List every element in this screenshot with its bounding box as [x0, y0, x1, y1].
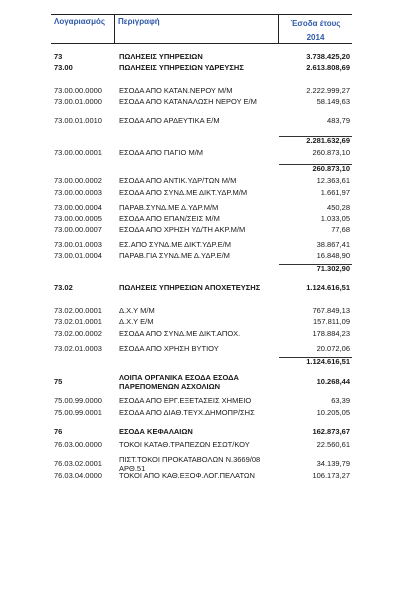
revenue-amount: 2.281.632,69 [279, 136, 352, 146]
revenue-amount: 10.268,44 [316, 377, 350, 387]
account-code: 75.00.99.0001 [54, 408, 102, 417]
account-code: 73.02.01.0001 [54, 317, 102, 326]
account-description: ΕΣΟΔΑ ΑΠΟ ΔΙΑΘ.ΤΕΥΧ.ΔΗΜΟΠΡ/ΣΗΣ [119, 408, 255, 417]
header-amount [279, 15, 352, 43]
account-code: 75.00.99.0000 [54, 396, 102, 405]
account-description: ΕΣΟΔΑ ΑΠΟ ΣΥΝΔ.ΜΕ ΔΙΚΤ.ΑΠΟΧ. [119, 329, 241, 338]
account-description: ΕΣΟΔΑ ΑΠΟ ΑΝΤΙΚ.ΥΔΡ/ΤΩΝ Μ/Μ [119, 176, 237, 185]
account-description: Δ.Χ.Υ Μ/Μ [119, 306, 155, 315]
account-code: 73.00.01.0000 [54, 97, 102, 106]
revenue-amount: 260.873,10 [312, 148, 350, 157]
revenue-amount: 71.302,90 [279, 264, 352, 274]
account-code: 73 [54, 52, 63, 61]
account-code: 73.00.00.0004 [54, 203, 102, 212]
table-row [51, 374, 352, 391]
account-code: 73.00.00.0007 [54, 225, 102, 234]
account-description: ΕΣΟΔΑ ΑΠΟ ΑΡΔΕΥΤΙΚΑ Ε/Μ [119, 116, 220, 125]
revenue-amount: 22.560,61 [316, 440, 350, 449]
revenue-amount: 157.811,09 [313, 317, 350, 326]
table-row [51, 472, 352, 481]
account-description: ΛΟΙΠΑ ΟΡΓΑΝΙΚΑ ΕΣΟΔΑ ΕΣΟΔΑ ΠΑΡΕΠΟΜΕΝΩΝ ΑΣΧΟΛΙΩΝ [119, 373, 239, 391]
table-header [51, 14, 352, 44]
header-amount-line2: 2014 [306, 33, 325, 42]
table-row [51, 307, 352, 316]
account-code: 73.02.01.0003 [54, 344, 102, 353]
table-row [51, 284, 352, 293]
account-code: 73.00 [54, 63, 73, 72]
table-row [51, 64, 352, 73]
account-code: 73.02.00.0001 [54, 306, 102, 315]
subtotal-row [51, 136, 352, 146]
revenue-amount: 1.033,05 [320, 214, 350, 223]
account-description: Δ.Χ.Υ Ε/Μ [119, 317, 154, 326]
revenue-amount: 3.738.425,20 [306, 52, 350, 61]
account-description: ΕΣΟΔΑ ΑΠΟ ΚΑΤΑΝΑΛΩΣΗ ΝΕΡΟΥ Ε/Μ [119, 97, 257, 106]
revenue-amount: 1.124.616,51 [279, 357, 352, 367]
account-code: 76.03.02.0001 [54, 459, 102, 469]
revenue-amount: 20.072,06 [316, 344, 350, 353]
header-description: Περιγραφή [115, 15, 279, 43]
account-description: ΠΩΛΗΣΕΙΣ ΥΠΗΡΕΣΙΩΝ ΑΠΟΧΕΤΕΥΣΗΣ [119, 283, 261, 292]
table-row [51, 117, 352, 126]
revenue-amount: 34.139,79 [316, 459, 350, 469]
account-code: 73.00.01.0010 [54, 116, 102, 125]
account-code: 73.02.00.0002 [54, 329, 102, 338]
account-code: 73.00.00.0005 [54, 214, 102, 223]
account-description: ΕΣΟΔΑ ΑΠΟ ΠΑΓΙΟ Μ/Μ [119, 148, 204, 157]
revenue-amount: 58.149,63 [316, 97, 350, 106]
account-description: ΕΣ.ΑΠΟ ΣΥΝΔ.ΜΕ ΔΙΚΤ.ΥΔΡ.Ε/Μ [119, 240, 231, 249]
revenue-amount: 162.873,67 [312, 427, 350, 436]
revenue-table [51, 14, 352, 480]
table-row [51, 87, 352, 96]
account-code: 73.00.00.0003 [54, 188, 102, 197]
table-row [51, 241, 352, 250]
table-row [51, 330, 352, 339]
table-row [51, 226, 352, 235]
revenue-amount: 450,28 [327, 203, 350, 212]
account-code: 73.00.00.0000 [54, 86, 102, 95]
revenue-amount: 767.849,13 [312, 306, 350, 315]
revenue-amount: 10.205,05 [316, 408, 350, 417]
table-row [51, 98, 352, 107]
account-description: ΕΣΟΔΑ ΑΠΟ ΕΠΑΝ/ΣΕΙΣ Μ/Μ [119, 214, 220, 223]
revenue-amount: 483,79 [327, 116, 350, 125]
subtotal-row [51, 164, 352, 174]
revenue-amount: 1.661,97 [320, 188, 350, 197]
account-code: 73.00.00.0002 [54, 176, 102, 185]
account-code: 73.00.01.0003 [54, 240, 102, 249]
subtotal-row [51, 264, 352, 274]
account-code: 73.00.00.0001 [54, 148, 102, 157]
table-row [51, 252, 352, 261]
revenue-amount: 178.884,23 [312, 329, 350, 338]
revenue-amount: 2.613.808,69 [306, 63, 350, 72]
table-row [51, 397, 352, 406]
account-description: ΠΩΛΗΣΕΙΣ ΥΠΗΡΕΣΙΩΝ [119, 52, 203, 61]
account-description: ΠΙΣΤ.ΤΟΚΟΙ ΠΡΟΚΑΤΑΒΟΛΩΝ Ν.3669/08 ΑΡΘ.51 [119, 455, 261, 473]
revenue-amount: 77,68 [331, 225, 350, 234]
account-description: ΕΣΟΔΑ ΑΠΟ ΕΡΓ.ΕΞΕΤΑΣΕΙΣ ΧΗΜΕΙΟ [119, 396, 252, 405]
table-row [51, 345, 352, 354]
table-row [51, 215, 352, 224]
revenue-amount: 1.124.616,51 [306, 283, 350, 292]
revenue-amount: 106.173,27 [312, 471, 350, 480]
account-description: ΕΣΟΔΑ ΑΠΟ ΚΑΤΑΝ.ΝΕΡΟΥ Μ/Μ [119, 86, 233, 95]
table-row [51, 177, 352, 186]
table-row [51, 204, 352, 213]
account-code: 76.03.04.0000 [54, 471, 102, 480]
account-description: ΕΣΟΔΑ ΑΠΟ ΧΡΗΣΗ ΥΔ/ΤΗ ΑΚΡ.Μ/Μ [119, 225, 246, 234]
account-description: ΕΣΟΔΑ ΚΕΦΑΛΑΙΩΝ [119, 427, 193, 436]
revenue-amount: 16.848,90 [316, 251, 350, 260]
account-description: ΕΣΟΔΑ ΑΠΟ ΧΡΗΣΗ ΒΥΤΙΟΥ [119, 344, 219, 353]
table-row [51, 409, 352, 418]
table-row [51, 53, 352, 62]
subtotal-row [51, 357, 352, 367]
revenue-amount: 2.222.999,27 [306, 86, 350, 95]
revenue-amount: 38.867,41 [316, 240, 350, 249]
header-amount-line1: Έσοδα έτους [290, 19, 341, 28]
table-row [51, 189, 352, 198]
account-description: ΕΣΟΔΑ ΑΠΟ ΣΥΝΔ.ΜΕ ΔΙΚΤ.ΥΔΡ.Μ/Μ [119, 188, 248, 197]
revenue-amount: 63,39 [331, 396, 350, 405]
table-row [51, 149, 352, 158]
account-description: ΠΑΡΑΒ.ΣΥΝΔ.ΜΕ Δ.ΥΔΡ.Μ/Μ [119, 203, 219, 212]
revenue-amount: 12.363,61 [316, 176, 350, 185]
account-code: 75 [54, 377, 63, 387]
table-row [51, 441, 352, 450]
account-description: ΠΩΛΗΣΕΙΣ ΥΠΗΡΕΣΙΩΝ ΥΔΡΕΥΣΗΣ [119, 63, 244, 72]
account-code: 76.03.00.0000 [54, 440, 102, 449]
revenue-amount: 260.873,10 [279, 164, 352, 174]
table-row [51, 318, 352, 327]
account-code: 76 [54, 427, 63, 436]
header-account: Λογαριασμός [51, 15, 115, 43]
account-description: ΠΑΡΑΒ.ΓΙΑ ΣΥΝΔ.ΜΕ Δ.ΥΔΡ.Ε/Μ [119, 251, 230, 260]
account-description: ΤΟΚΟΙ ΚΑΤΑΘ.ΤΡΑΠΕΖΩΝ ΕΣΩΤ/ΚΟΥ [119, 440, 250, 449]
account-code: 73.02 [54, 283, 73, 292]
account-code: 73.00.01.0004 [54, 251, 102, 260]
table-row [51, 428, 352, 437]
account-description: ΤΟΚΟΙ ΑΠΟ ΚΑΘ.ΕΞΟΦ.ΛΟΓ.ΠΕΛΑΤΩΝ [119, 471, 255, 480]
